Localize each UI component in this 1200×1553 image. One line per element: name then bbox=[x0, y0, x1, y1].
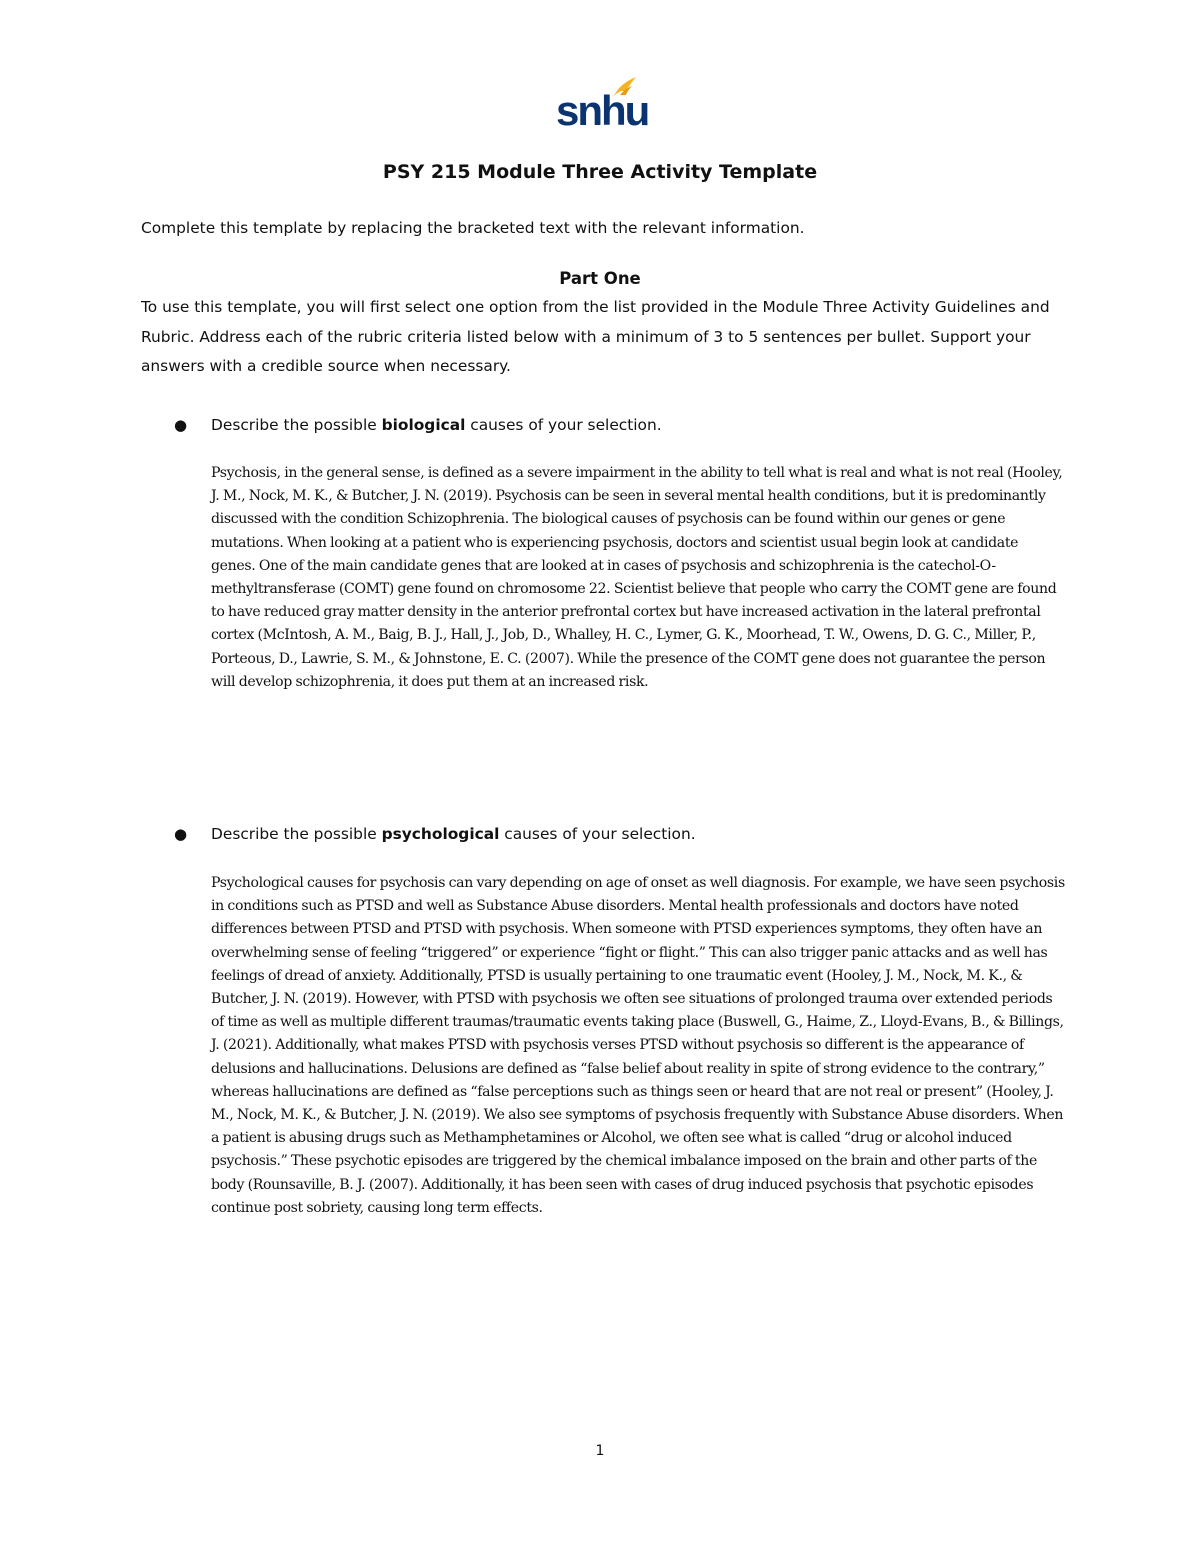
snhu-logo bbox=[556, 76, 649, 134]
bullet-prompt-suffix: causes of your selection. bbox=[465, 416, 662, 434]
bullet-prompt bbox=[211, 821, 696, 847]
part-one-heading: Part One bbox=[559, 269, 641, 288]
bullet-prompt bbox=[211, 412, 662, 438]
answer-biological: Psychosis, in the general sense, is defined as a severe impairment in the ability to tell what is real and what is not real (Hooley, J. M., Nock, M. K., & Butcher, J. N. (2019). Psychosis can be seen in several mental health conditions, but it is predominantly discussed with the condition Schizophrenia. The biological causes of psychosis can be found within our genes or gene mutations. When looking at a patient who is experiencing psychosis, doctors and scientist usual begin look at candidate genes. One of the main candidate genes that are looked at in cases of psychosis and schizophrenia is the catechol-O-methyltransferase (COMT) gene found on chromosome 22. Scientist believe that people who carry the COMT gene are found to have reduced gray matter density in the anterior prefrontal cortex but have increased activation in the lateral prefrontal cortex (McIntosh, A. M., Baig, B. J., Hall, J., Job, D., Whalley, H. C., Lymer, G. K., Moorhead, T. W., Owens, D. G. C., Miller, P., Porteous, D., Lawrie, S. M., & Johnstone, E. C. (2007). While the presence of the COMT gene does not guarantee the person will develop schizophrenia, it does put them at an increased risk. bbox=[211, 465, 1063, 690]
intro-instructions: Complete this template by replacing the bracketed text with the relevant information. bbox=[141, 219, 805, 237]
bullet-prompt-suffix: causes of your selection. bbox=[499, 825, 696, 843]
bullet-prompt-prefix: Describe the possible bbox=[211, 825, 382, 843]
page-number: 1 bbox=[595, 1443, 605, 1459]
bullet-prompt-emphasis: psychological bbox=[381, 825, 500, 843]
logo-text: snhu bbox=[556, 87, 649, 134]
bullet-icon: ● bbox=[174, 416, 188, 434]
bullet-prompt-emphasis: biological bbox=[381, 416, 466, 434]
document-title: PSY 215 Module Three Activity Template bbox=[382, 161, 818, 183]
bullet-icon: ● bbox=[174, 825, 188, 843]
bullet-prompt-prefix: Describe the possible bbox=[211, 416, 382, 434]
answer-psychological: Psychological causes for psychosis can vary depending on age of onset as well diagnosis. For example, we have seen psychosis in conditions such as PTSD and well as Substance Abuse disorders. Mental health professionals and doctors have noted differences between PTSD and PTSD with psychosis. When someone with PTSD experiences symptoms, they often have an overwhelming sense of feeling “triggered” or experience “fight or flight.” This can also trigger panic attacks and as well has feelings of dread of anxiety. Additionally, PTSD is usually pertaining to one traumatic event (Hooley, J. M., Nock, M. K., & Butcher, J. N. (2019). However, with PTSD with psychosis we often see situations of prolonged trauma over extended periods of time as well as multiple different traumas/traumatic events taking place (Buswell, G., Haime, Z., Lloyd-Evans, B., & Billings, J. (2021). Additionally, what makes PTSD with psychosis verses PTSD without psychosis so different is the appearance of delusions and hallucinations. Delusions are defined as “false belief about reality in spite of strong evidence to the contrary,” whereas hallucinations are defined as “false perceptions such as things seen or heard that are not real or present” (Hooley, J. M., Nock, M. K., & Butcher, J. N. (2019). We also see symptoms of psychosis frequently with Substance Abuse disorders. When a patient is abusing drugs such as Methamphetamines or Alcohol, we often see what is called “drug or alcohol induced psychosis.” These psychotic episodes are triggered by the chemical imbalance imposed on the brain and other parts of the body (Rounsaville, B. J. (2007). Additionally, it has been seen with cases of drug induced psychosis that psychotic episodes continue post sobriety, causing long term effects. bbox=[211, 875, 1065, 1216]
part-one-instructions: To use this template, you will first select one option from the list provided in the Module Three Activity Guidelines and Rubric. Address each of the rubric criteria listed below with a minimum of 3 to 5 sentences per bullet. Support your answers with a credible source when necessary. bbox=[141, 298, 1050, 375]
